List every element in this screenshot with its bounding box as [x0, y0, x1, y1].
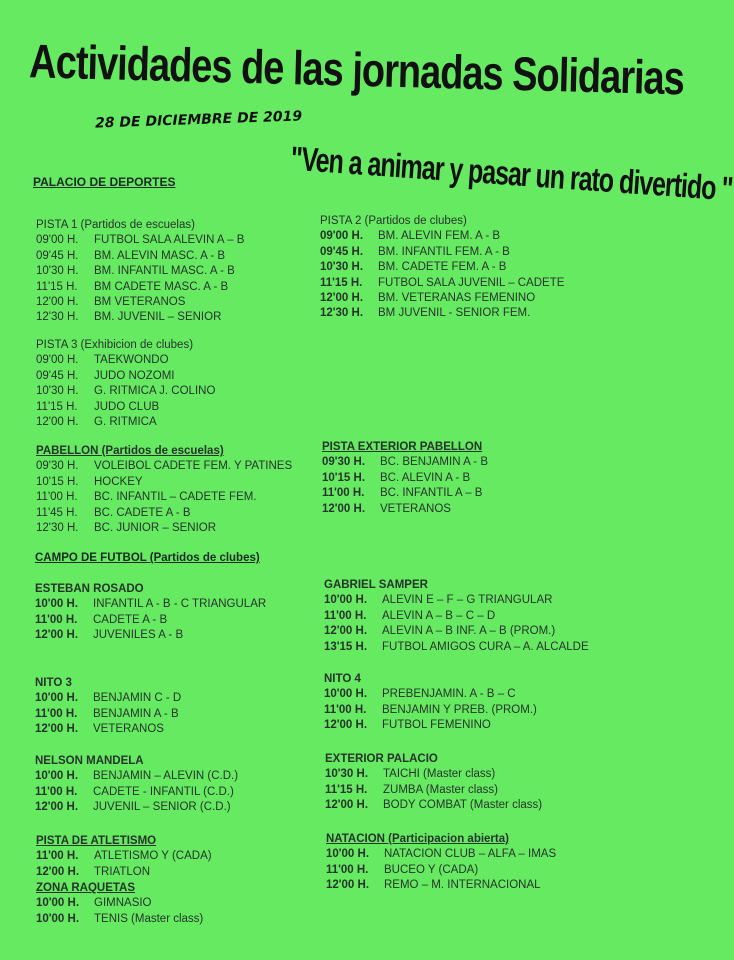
- schedule-time: 11'00 H.: [324, 703, 367, 716]
- schedule-time: 10'00 H.: [326, 848, 370, 861]
- schedule-time: 10'15 H.: [322, 471, 366, 484]
- schedule-time: 11'00 H.: [35, 707, 78, 720]
- block-heading: NELSON MANDELA: [35, 755, 144, 767]
- schedule-time: 12'00 H.: [324, 719, 368, 732]
- schedule-time: 09'00 H.: [320, 230, 364, 243]
- schedule-time: 12'30 H.: [36, 522, 79, 535]
- schedule-time: 12'00 H.: [325, 799, 369, 812]
- schedule-activity: BM CADETE MASC. A - B: [94, 280, 229, 293]
- schedule-time: 12'00 H.: [35, 723, 79, 736]
- schedule-row: [324, 703, 537, 718]
- block-pista-3: [36, 338, 215, 430]
- schedule-activity: VETERANOS: [380, 502, 451, 515]
- block-heading: NITO 3: [35, 677, 72, 689]
- schedule-time: 10'30 H.: [36, 265, 79, 278]
- schedule-activity: REMO – M. INTERNACIONAL: [384, 879, 541, 892]
- schedule-row: [35, 707, 181, 722]
- schedule-time: 12'00 H.: [36, 416, 79, 429]
- schedule-row: [36, 233, 244, 248]
- schedule-time: 13'15 H.: [324, 640, 368, 653]
- schedule-row: [36, 384, 215, 399]
- block-heading: PISTA 1 (Partidos de escuelas): [36, 219, 195, 231]
- schedule-row: [326, 878, 556, 893]
- schedule-activity: ALEVIN A – B – C – D: [382, 609, 496, 622]
- schedule-row: [36, 310, 244, 325]
- schedule-row: [324, 593, 589, 608]
- schedule-time: 12'30 H.: [36, 311, 79, 324]
- schedule-time: 11'15 H.: [36, 280, 78, 293]
- schedule-activity: NATACION CLUB – ALFA – IMAS: [384, 848, 557, 861]
- schedule-activity: BUCEO Y (CADA): [384, 863, 479, 876]
- schedule-time: 09'30 H.: [322, 456, 366, 469]
- schedule-row: [36, 896, 203, 911]
- event-date: 28 DE DICIEMBRE DE 2019: [94, 108, 303, 132]
- slogan: "Ven a animar y pasar un rato divertido ": [289, 140, 734, 209]
- schedule-time: 11'45 H.: [36, 506, 78, 519]
- block-heading: PISTA EXTERIOR PABELLON: [322, 441, 483, 453]
- schedule-time: 11'00 H.: [36, 850, 79, 863]
- schedule-time: 12'30 H.: [320, 307, 364, 320]
- schedule-time: 10'15 H.: [36, 475, 79, 488]
- schedule-row: [35, 691, 181, 706]
- schedule-row: [36, 490, 292, 505]
- schedule-time: 09'45 H.: [36, 369, 79, 382]
- block-natacion: [326, 832, 556, 894]
- schedule-activity: BM. CADETE FEM. A - B: [378, 261, 507, 274]
- block-nito-3: [35, 676, 181, 738]
- schedule-activity: BENJAMIN – ALEVIN (C.D.): [93, 770, 239, 783]
- block-heading: GABRIEL SAMPER: [324, 579, 428, 591]
- block-heading: ESTEBAN ROSADO: [35, 583, 144, 595]
- block-zona-raquetas: [36, 881, 203, 927]
- section-palacio-title: PALACIO DE DEPORTES: [33, 175, 176, 189]
- schedule-activity: BC. ALEVIN A - B: [380, 471, 471, 484]
- schedule-time: 12'00 H.: [35, 801, 79, 814]
- schedule-row: [325, 767, 542, 782]
- schedule-activity: BM. ALEVIN FEM. A - B: [378, 230, 501, 243]
- schedule-activity: TRIATLON: [94, 865, 151, 878]
- schedule-row: [320, 306, 564, 321]
- schedule-activity: BC. CADETE A - B: [94, 506, 191, 519]
- schedule-time: 09'00 H.: [36, 234, 79, 247]
- schedule-activity: BM VETERANOS: [94, 296, 186, 309]
- schedule-row: [35, 722, 181, 737]
- block-heading: PISTA DE ATLETISMO: [36, 835, 157, 847]
- schedule-row: [324, 718, 537, 733]
- schedule-row: [324, 609, 589, 624]
- schedule-activity: FUTBOL AMIGOS CURA – A. ALCALDE: [382, 640, 589, 653]
- block-heading: ZONA RAQUETAS: [36, 882, 136, 894]
- schedule-activity: FUTBOL FEMENINO: [382, 719, 491, 732]
- schedule-activity: BENJAMIN A - B: [93, 707, 179, 720]
- schedule-activity: ZUMBA (Master class): [383, 783, 499, 796]
- schedule-row: [322, 486, 488, 501]
- schedule-time: 09'30 H.: [36, 460, 79, 473]
- schedule-activity: INFANTIL A - B - C TRIANGULAR: [93, 598, 267, 611]
- schedule-row: [36, 849, 212, 864]
- schedule-row: [36, 415, 215, 430]
- schedule-activity: BC. INFANTIL – CADETE FEM.: [94, 491, 257, 504]
- schedule-activity: FUTBOL SALA ALEVIN A – B: [94, 234, 245, 247]
- block-pabellon: [36, 444, 292, 536]
- schedule-time: 11'15 H.: [36, 400, 78, 413]
- schedule-time: 10'30 H.: [325, 768, 369, 781]
- schedule-row: [36, 459, 292, 474]
- schedule-activity: BENJAMIN Y PREB. (PROM.): [382, 703, 537, 716]
- block-pista-atletismo: [36, 834, 212, 880]
- schedule-activity: VETERANOS: [93, 723, 164, 736]
- schedule-activity: VOLEIBOL CADETE FEM. Y PATINES: [94, 460, 293, 473]
- schedule-row: [324, 687, 537, 702]
- block-exterior-palacio: [325, 752, 542, 814]
- block-heading: NATACION (Participacion abierta): [326, 833, 509, 845]
- block-heading: PISTA 2 (Partidos de clubes): [320, 215, 467, 227]
- schedule-row: [36, 912, 203, 927]
- schedule-activity: BC. INFANTIL A – B: [380, 487, 483, 500]
- schedule-row: [36, 475, 292, 490]
- schedule-row: [36, 865, 212, 880]
- schedule-activity: PREBENJAMIN. A - B – C: [382, 688, 516, 701]
- schedule-time: 12'00 H.: [36, 865, 80, 878]
- block-nelson-mandela: [35, 754, 238, 816]
- schedule-activity: BM. VETERANAS FEMENINO: [378, 292, 536, 305]
- schedule-activity: ALEVIN A – B INF. A – B (PROM.): [382, 625, 556, 638]
- schedule-row: [35, 785, 238, 800]
- schedule-row: [324, 624, 589, 639]
- schedule-row: [36, 353, 215, 368]
- schedule-row: [325, 798, 542, 813]
- schedule-time: 10'00 H.: [35, 598, 79, 611]
- block-nito-4: [324, 672, 537, 734]
- schedule-time: 11'00 H.: [35, 613, 78, 626]
- schedule-time: 10'30 H.: [320, 261, 364, 274]
- schedule-row: [36, 280, 244, 295]
- schedule-row: [322, 502, 488, 517]
- schedule-activity: G. RITMICA J. COLINO: [94, 385, 216, 398]
- schedule-time: 12'00 H.: [322, 502, 366, 515]
- schedule-time: 12'00 H.: [320, 292, 364, 305]
- schedule-row: [36, 400, 215, 415]
- schedule-row: [326, 847, 556, 862]
- schedule-row: [36, 264, 244, 279]
- schedule-activity: JUDO NOZOMI: [94, 369, 175, 382]
- schedule-time: 11'00 H.: [326, 863, 369, 876]
- schedule-row: [322, 471, 488, 486]
- block-pista-1: [36, 218, 244, 326]
- schedule-activity: JUVENIL – SENIOR (C.D.): [93, 801, 231, 814]
- schedule-row: [320, 260, 564, 275]
- schedule-row: [35, 597, 266, 612]
- schedule-activity: HOCKEY: [94, 475, 143, 488]
- schedule-activity: GIMNASIO: [94, 897, 152, 910]
- schedule-time: 11'15 H.: [325, 783, 368, 796]
- poster-title: Actividades de las jornadas Solidarias: [28, 36, 685, 106]
- schedule-activity: BODY COMBAT (Master class): [383, 799, 543, 812]
- schedule-activity: BM JUVENIL - SENIOR FEM.: [378, 307, 531, 320]
- schedule-time: 09'00 H.: [36, 354, 79, 367]
- schedule-activity: FUTBOL SALA JUVENIL – CADETE: [378, 276, 565, 289]
- schedule-time: 11'15 H.: [320, 276, 363, 289]
- schedule-time: 10'30 H.: [36, 385, 79, 398]
- schedule-row: [36, 506, 292, 521]
- schedule-row: [320, 245, 564, 260]
- schedule-activity: BC. BENJAMIN A - B: [380, 456, 488, 469]
- block-pista-exterior-pabellon: [322, 440, 488, 517]
- schedule-time: 12'00 H.: [35, 629, 79, 642]
- schedule-activity: BM. INFANTIL FEM. A - B: [378, 245, 510, 258]
- block-heading: EXTERIOR PALACIO: [325, 753, 438, 765]
- schedule-row: [36, 369, 215, 384]
- schedule-row: [36, 295, 244, 310]
- schedule-row: [36, 521, 292, 536]
- block-esteban-rosado: [35, 582, 266, 644]
- schedule-activity: ALEVIN E – F – G TRIANGULAR: [382, 594, 553, 607]
- schedule-row: [35, 769, 238, 784]
- schedule-activity: TAEKWONDO: [94, 354, 169, 367]
- schedule-activity: CADETE A - B: [93, 613, 168, 626]
- schedule-time: 10'00 H.: [35, 770, 79, 783]
- schedule-time: 10'00 H.: [36, 912, 80, 925]
- schedule-activity: BM. JUVENIL – SENIOR: [94, 311, 222, 324]
- schedule-row: [35, 628, 266, 643]
- block-heading: PISTA 3 (Exhibicion de clubes): [36, 339, 194, 351]
- schedule-activity: ATLETISMO Y (CADA): [94, 850, 212, 863]
- schedule-row: [322, 455, 488, 470]
- schedule-row: [326, 863, 556, 878]
- schedule-row: [320, 276, 564, 291]
- schedule-time: 11'00 H.: [322, 487, 365, 500]
- schedule-row: [324, 640, 589, 655]
- schedule-time: 11'00 H.: [35, 785, 78, 798]
- schedule-activity: G. RITMICA: [94, 416, 157, 429]
- schedule-row: [320, 291, 564, 306]
- schedule-row: [35, 613, 266, 628]
- section-campo-title: CAMPO DE FUTBOL (Partidos de clubes): [35, 552, 260, 564]
- schedule-time: 10'00 H.: [36, 897, 80, 910]
- block-heading: NITO 4: [324, 673, 361, 685]
- schedule-activity: TAICHI (Master class): [383, 768, 496, 781]
- schedule-activity: BENJAMIN C - D: [93, 692, 182, 705]
- schedule-row: [35, 800, 238, 815]
- schedule-activity: BC. JUNIOR – SENIOR: [94, 522, 217, 535]
- schedule-time: 10'00 H.: [324, 688, 368, 701]
- schedule-activity: CADETE - INFANTIL (C.D.): [93, 785, 234, 798]
- block-heading: PABELLON (Partidos de escuelas): [36, 445, 224, 457]
- schedule-activity: JUDO CLUB: [94, 400, 160, 413]
- schedule-time: 09'45 H.: [320, 245, 364, 258]
- schedule-activity: BM. ALEVIN MASC. A - B: [94, 249, 226, 262]
- block-pista-2: [320, 214, 564, 322]
- schedule-time: 10'00 H.: [324, 594, 368, 607]
- schedule-time: 10'00 H.: [35, 692, 79, 705]
- block-gabriel-samper: [324, 578, 589, 655]
- schedule-row: [325, 783, 542, 798]
- schedule-time: 12'00 H.: [36, 296, 79, 309]
- schedule-row: [320, 229, 564, 244]
- schedule-row: [36, 249, 244, 264]
- schedule-activity: JUVENILES A - B: [93, 629, 184, 642]
- schedule-activity: TENIS (Master class): [94, 912, 204, 925]
- schedule-time: 09'45 H.: [36, 249, 79, 262]
- schedule-time: 12'00 H.: [324, 625, 368, 638]
- schedule-time: 12'00 H.: [326, 879, 370, 892]
- schedule-time: 11'00 H.: [324, 609, 367, 622]
- schedule-time: 11'00 H.: [36, 491, 78, 504]
- schedule-activity: BM. INFANTIL MASC. A - B: [94, 265, 235, 278]
